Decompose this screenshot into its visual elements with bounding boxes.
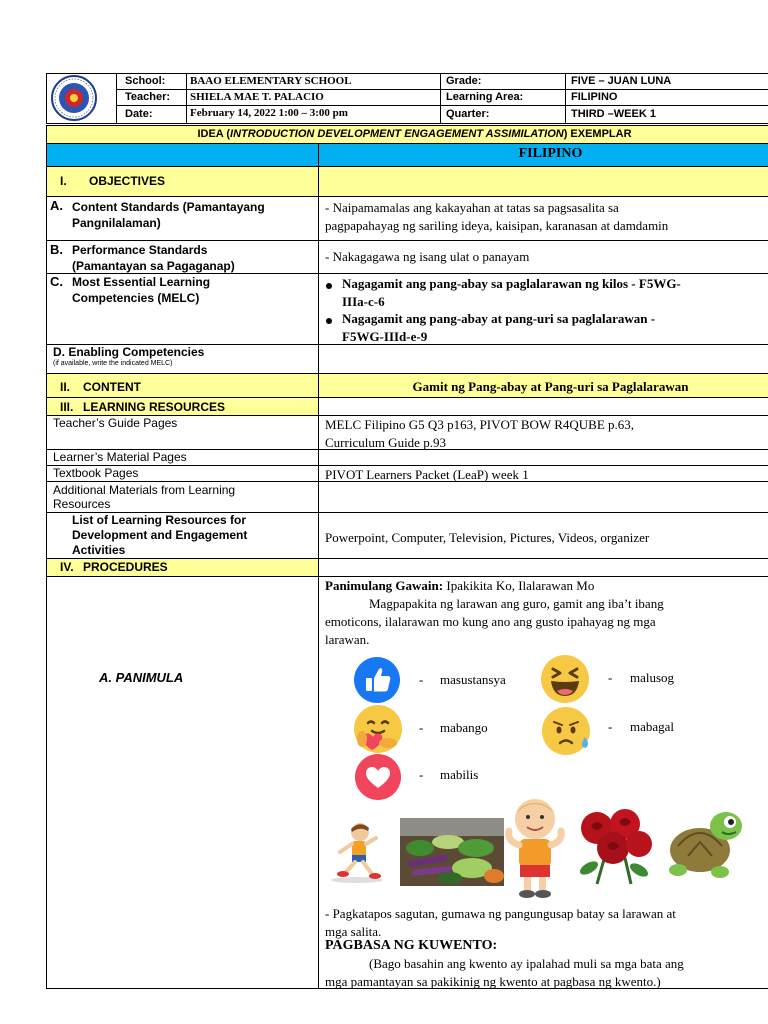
objectives-title: OBJECTIVES xyxy=(89,174,166,188)
emoji-word: mabango xyxy=(440,720,488,735)
performance-standards-letter: B. xyxy=(50,242,63,257)
panimula-title: A. PANIMULA xyxy=(99,670,184,685)
melc-bullet-2: Nagagamit ang pang-abay at pang-uri sa paglalarawan - F5WG-IIId-e-9 xyxy=(342,311,656,344)
learning-area-label: Learning Area: xyxy=(446,91,524,103)
like-icon xyxy=(353,656,401,704)
procedures-num: IV. xyxy=(60,560,74,574)
learning-area-value: FILIPINO xyxy=(571,91,618,103)
emoji-word: malusog xyxy=(630,670,675,685)
bullet-icon xyxy=(326,283,332,289)
care-icon xyxy=(352,703,404,755)
additional-materials-label: Additional Materials from Learning Resources xyxy=(53,483,236,511)
teachers-guide-value: MELC Filipino G5 Q3 p163, PIVOT BOW R4QUBE p.63, Curriculum Guide p.93 xyxy=(325,417,635,450)
content-standards-text: - Naipamamalas ang kakayahan at tatas sa pagsasalita sa pagpapahayag ng sariling ideya, kaisipan, karanasan at damdamin xyxy=(325,200,669,233)
content-value: Gamit ng Pang-abay at Pang-uri sa Paglalarawan xyxy=(412,379,689,394)
emoji-dash: - xyxy=(419,767,424,782)
enabling-competencies-title: D. Enabling Competencies xyxy=(53,345,205,359)
performance-standards-text: - Nakagagawa ng isang ulat o panayam xyxy=(325,249,530,264)
after-instructions: - Pagkatapos sagutan, gumawa ng pangungusap batay sa larawan at mga salita. xyxy=(325,906,676,939)
teacher-value: SHIELA MAE T. PALACIO xyxy=(190,91,324,103)
melc-bullet-1: Nagagamit ang pang-abay sa paglalarawan ng kilos - F5WG- IIIa-c-6 xyxy=(342,276,681,309)
quarter-value: THIRD –WEEK 1 xyxy=(571,108,656,120)
emoji-word: mabagal xyxy=(630,719,675,734)
resources-title: LEARNING RESOURCES xyxy=(83,400,226,414)
list-resources-label: List of Learning Resources for Development and Engagement Activities xyxy=(72,513,248,557)
sad-icon xyxy=(541,706,593,756)
emoji-dash: - xyxy=(608,670,613,685)
melc-title: Most Essential Learning Competencies (MELC) xyxy=(72,275,211,305)
laugh-icon xyxy=(540,654,590,704)
date-label: Date: xyxy=(125,108,153,120)
melc-letter: C. xyxy=(50,274,63,289)
content-standards-letter: A. xyxy=(50,198,63,213)
content-title: CONTENT xyxy=(83,380,141,394)
emoji-dash: - xyxy=(419,672,424,687)
turtle-picture xyxy=(664,800,746,880)
teachers-guide-label: Teacher’s Guide Pages xyxy=(53,416,178,430)
content-num: II. xyxy=(60,380,71,394)
idea-banner: IDEA (INTRODUCTION DEVELOPMENT ENGAGEMENT ASSIMILATION) EXEMPLAR xyxy=(197,128,632,140)
panimulang-gawain-heading: Panimulang Gawain: Ipakikita Ko, Ilalarawan Mo xyxy=(325,578,595,593)
roses-picture xyxy=(575,806,657,886)
heart-icon xyxy=(354,753,402,801)
textbook-value: PIVOT Learners Packet (LeaP) week 1 xyxy=(325,467,529,482)
panimula-paragraph: Magpapakita ng larawan ang guro, gamit ang iba’t ibang emoticons, ilalarawan mo kung ano ang gusto ipahayag ng mga larawan. xyxy=(325,596,664,647)
textbook-label: Textbook Pages xyxy=(53,466,139,480)
bullet-icon xyxy=(326,318,332,324)
reading-title: PAGBASA NG KUWENTO: xyxy=(325,938,498,953)
quarter-label: Quarter: xyxy=(446,108,490,120)
content-standards-title: Content Standards (Pamantayang Pangnilalaman) xyxy=(72,200,265,230)
running-boy-picture xyxy=(324,820,390,884)
grade-value: FIVE – JUAN LUNA xyxy=(571,75,672,87)
deped-seal-icon xyxy=(50,74,98,122)
reading-instructions: (Bago basahin ang kwento ay ipalahad muli sa mga bata ang mga pamantayan sa pakikinig ng kwento at pagbasa ng kwento.) xyxy=(325,956,684,989)
date-value: February 14, 2022 1:00 – 3:00 pm xyxy=(190,107,348,119)
strong-boy-picture xyxy=(503,795,567,899)
school-value: BAAO ELEMENTARY SCHOOL xyxy=(190,75,352,87)
school-label: School: xyxy=(125,75,166,87)
procedures-title: PROCEDURES xyxy=(83,560,168,574)
emoji-dash: - xyxy=(419,720,424,735)
emoji-dash: - xyxy=(608,719,613,734)
resources-num: III. xyxy=(60,400,74,414)
grade-label: Grade: xyxy=(446,75,482,87)
enabling-competencies-note: (if available, write the indicated MELC) xyxy=(53,360,173,367)
objectives-num: I. xyxy=(60,174,67,188)
performance-standards-title: Performance Standards (Pamantayan sa Pagaganap) xyxy=(72,243,235,273)
vegetables-picture xyxy=(400,818,504,886)
teacher-label: Teacher: xyxy=(125,91,171,103)
learners-material-label: Learner’s Material Pages xyxy=(53,450,187,464)
subject-title: FILIPINO xyxy=(518,146,583,161)
list-resources-value: Powerpoint, Computer, Television, Pictures, Videos, organizer xyxy=(325,530,650,545)
emoji-word: mabilis xyxy=(440,767,479,782)
emoji-word: masustansya xyxy=(440,672,506,687)
